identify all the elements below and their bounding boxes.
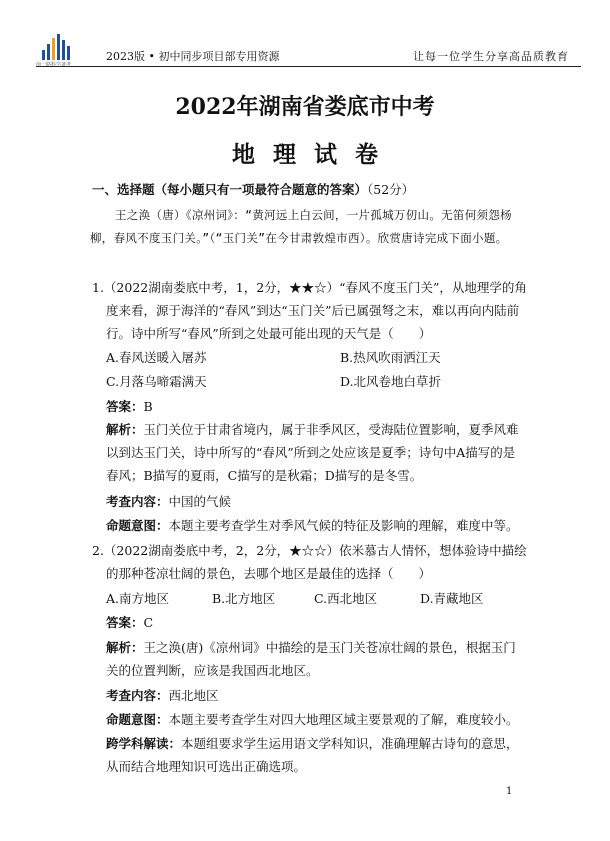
logo-text: 南一路科学备考 — [36, 62, 72, 68]
q1-option-c: C.月落乌啼霜满天 — [106, 374, 207, 389]
header-left-text: 2023版 • 初中同步项目部专用资源 — [106, 50, 280, 63]
header-right-text: 让每一位学生分享高品质教育 — [413, 50, 569, 63]
section-heading-text: 一、选择题（每小题只有一项最符合题意的答案） — [92, 182, 368, 197]
q1-content-label: 考查内容： — [106, 494, 169, 509]
q2-intent-text: 本题主要考查学生对四大地理区域主要景观的了解，难度较小。 — [168, 712, 519, 727]
q2-cross-subject — [106, 732, 522, 778]
exam-subtitle: 地理试卷 — [232, 141, 396, 168]
q1-content — [106, 490, 231, 513]
q2-cross-text: 本题组要求学生运用语文学科知识，准确理解古诗句的意思，从而结合地理知识可选出正确选项。 — [106, 736, 519, 774]
q1-intent — [106, 514, 519, 537]
exam-title: 2022年湖南省娄底市中考 — [175, 94, 435, 120]
q2-option-a: A.南方地区 — [106, 591, 170, 606]
section-heading — [92, 180, 414, 198]
q2-option-c: C.西北地区 — [314, 591, 378, 606]
q1-answer-label: 答案： — [106, 399, 144, 414]
q2-analysis-label: 解析： — [106, 640, 144, 655]
q1-option-d: D.北风卷地白草折 — [340, 374, 442, 389]
intro-passage: 王之涣（唐）《凉州词》：“黄河远上白云间，一片孤城万仞山。无笛何须怨杨柳，春风不度玉门关。”（“玉门关”在今甘肃敦煌市西）。欣赏唐诗完成下面小题。 — [90, 208, 512, 245]
q1-stem: 1.（2022湖南娄底中考，1，2分，★★☆）“春风不度玉门关”，从地理学的角度来看，源于海洋的“春风”到达“玉门关”后已属强弩之末，难以再向内陆前行。诗中所写“春风”所到之处最可能出现的天气是（ ） — [92, 280, 527, 341]
q1-analysis-text: 玉门关位于甘肃省境内，属于非季风区，受海陆位置影响，夏季风难以到达玉门关，诗中所写的“春风”所到之处应该是夏季；诗句中A描写的是春风；B描写的夏雨，C描写的是秋霜；D描写的是冬雪。 — [106, 422, 519, 483]
q1-answer-value: B — [143, 399, 153, 414]
q1-content-value: 中国的气候 — [168, 494, 232, 509]
page-number: 1 — [506, 786, 513, 797]
q1-intent-text: 本题主要考查学生对季风气候的特征及影响的理解，难度中等。 — [168, 518, 519, 533]
q1-intent-label: 命题意图： — [106, 518, 169, 533]
page-header — [36, 30, 581, 67]
q1-analysis — [106, 418, 522, 487]
q2-intent-label: 命题意图： — [106, 712, 169, 727]
section-points: （52分） — [367, 182, 415, 197]
q2-answer — [106, 611, 153, 634]
q2-intent — [106, 708, 519, 731]
q2-option-d: D.青藏地区 — [420, 591, 484, 606]
q2-content-value: 西北地区 — [168, 688, 219, 703]
q2-analysis-text: 王之涣(唐)《凉州词》中描绘的是玉门关苍凉壮阔的景色，根据玉门关的位置判断，应该是我国西北地区。 — [106, 640, 516, 678]
q2-analysis — [106, 636, 522, 682]
q2-content-label: 考查内容： — [106, 688, 169, 703]
q2-answer-value: C — [143, 615, 154, 630]
q2-stem: 2.（2022湖南娄底中考，2，2分，★☆☆）依米慕古人情怀，想体验诗中描绘的那种苍凉壮阔的景色，去哪个地区是最佳的选择（ ） — [92, 543, 527, 581]
q1-option-b: B.热风吹雨洒江天 — [340, 350, 441, 365]
q2-option-b: B.北方地区 — [212, 591, 276, 606]
q1-option-a: A.春风送暖入屠苏 — [106, 350, 207, 365]
q1-answer — [106, 395, 153, 418]
q2-answer-label: 答案： — [106, 615, 144, 630]
q1-analysis-label: 解析： — [106, 422, 144, 437]
publisher-logo — [38, 30, 84, 64]
q2-cross-label: 跨学科解读： — [106, 736, 182, 751]
q2-content — [106, 684, 219, 707]
